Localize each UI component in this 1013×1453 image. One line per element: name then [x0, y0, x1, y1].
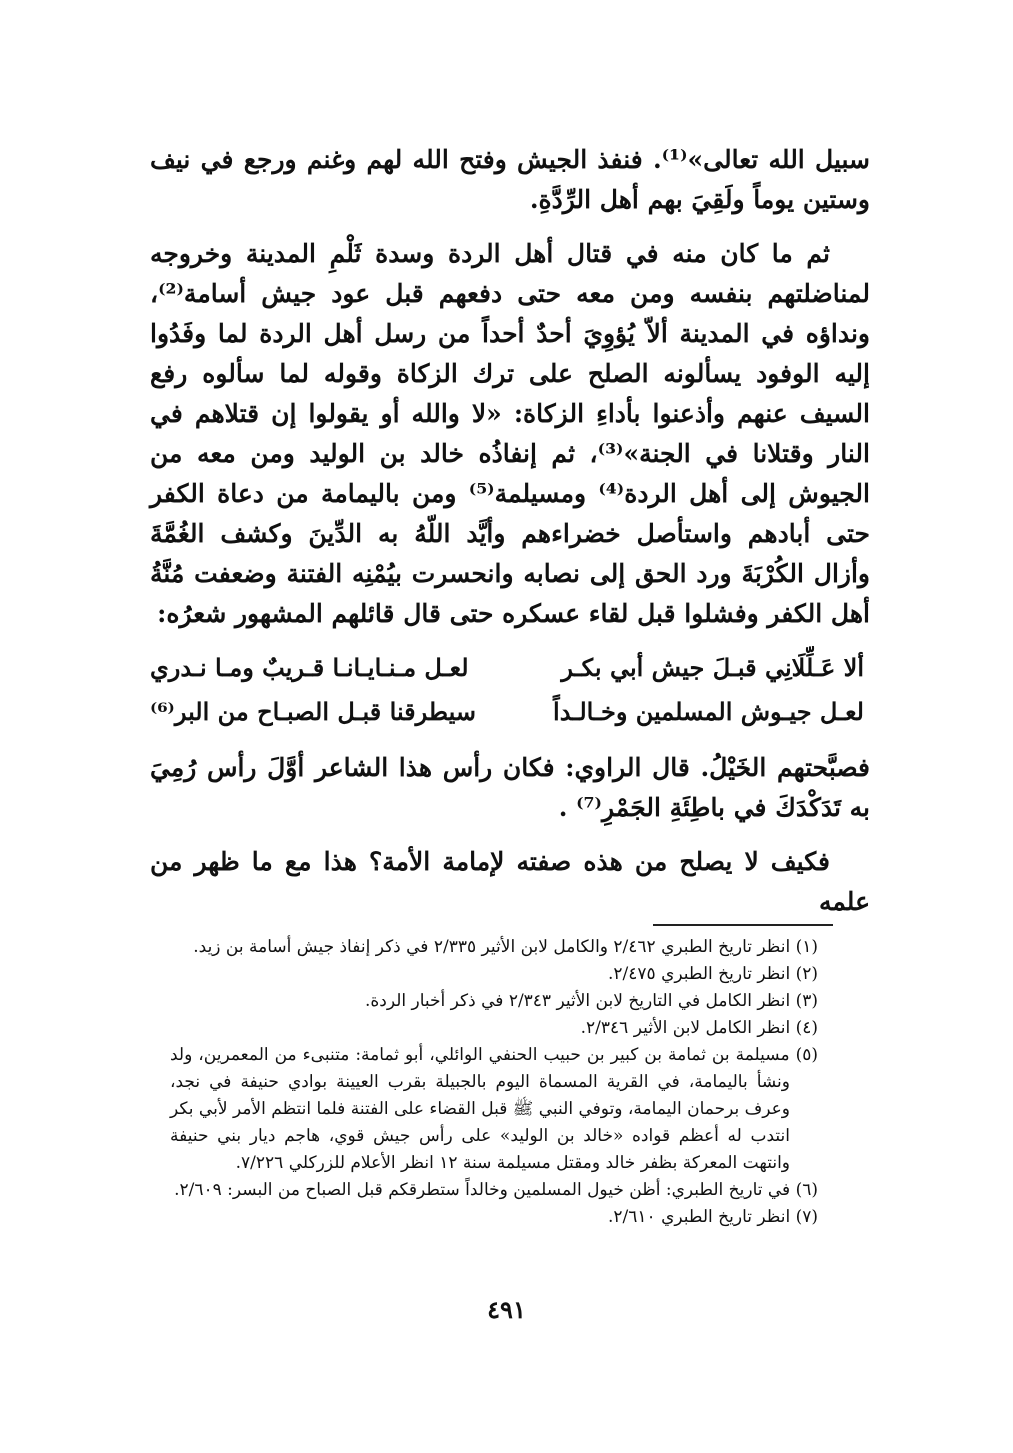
- paragraph-2: ثم ما كان منه في قتال أهل الردة وسدة ثَلْمِ المدينة وخروجه لمناضلتهم بنفسه ومن معه حتى دفعهم قبل عود جيش أسامة⁽²⁾، ونداؤه في المدينة ألاّ يُؤوِيَ أحدٌ أحداً من رسل أهل الردة لما وفَدُوا إليه الوفود يسألونه الصلح على ترك الزكاة وقوله لما سألوه رفع السيف عنهم وأذعنوا بأداءِ الزكاة: «لا والله أو يقولوا إن قتلاهم في النار وقتلانا في الجنة»⁽³⁾، ثم إنفاذُه خالد بن الوليد ومن معه من الجيوش إلى أهل الردة⁽⁴⁾ ومسيلمة⁽⁵⁾ ومن باليمامة من دعاة الكفر حتى أبادهم واستأصل خضراءهم وأيَّد اللّهُ به الدِّينَ وكشف الغُمَّةَ وأزال الكُرْبَةَ ورد الحق إلى نصابه وانحسرت بيُمْنِه الفتنة وضعفت مُنَّةُ أهل الكفر وفشلوا قبل لقاء عسكره حتى قال قائلهم المشهور شعرُه:: [150, 239, 870, 628]
- footnotes: [170, 934, 818, 1231]
- footnote-2: (٢) انظر تاريخ الطبري ٢/٤٧٥.: [608, 964, 818, 984]
- poem-line: [150, 690, 870, 734]
- footnote-6: (٦) في تاريخ الطبري: أظن خيول المسلمين وخالداً ستطرقكم قبل الصباح من البسر: ٢/٦٠٩.: [174, 1180, 818, 1200]
- footnote-7: (٧) انظر تاريخ الطبري ٢/٦١٠.: [608, 1207, 818, 1227]
- footnote-1: (١) انظر تاريخ الطبري ٢/٤٦٢ والكامل لابن الأثير ٢/٣٣٥ في ذكر إنفاذ جيش أسامة بن زيد.: [193, 937, 818, 957]
- paragraph-4: فكيف لا يصلح من هذه صفته لإمامة الأمة؟ هذا مع ما ظهر من علمه: [150, 847, 870, 916]
- footnote-4: (٤) انظر الكامل لابن الأثير ٢/٣٤٦.: [580, 1018, 818, 1038]
- poem-hemistich-first: لعـل جيـوش المسلمين وخـالـداً: [553, 697, 864, 726]
- poem-line: [150, 646, 870, 690]
- page-number: ٤٩١: [487, 1295, 526, 1324]
- footnote-5: (٥) مسيلمة بن ثمامة بن كبير بن حبيب الحنفي الوائلي، أبو ثمامة: متنبىء من المعمرين، ولد ونشأ باليمامة، في القرية المسماة اليوم بالجبيلة بقرب العيينة بوادي حنيفة في نجد، وعرف برحمان اليمامة، وتوفي النبي ﷺ قبل القضاء على الفتنة فلما انتظم الأمر لأبي بكر انتدب له أعظم قواده «خالد بن الوليد» على رأس جيش قوي، هاجم ديار بني حنيفة وانتهت المعركة بظفر خالد ومقتل مسيلمة سنة ١٢ انظر الأعلام للزركلي ٧/٢٢٦.: [170, 1045, 818, 1173]
- poem-hemistich-first: ألا عَـلِّلَانِي قبـلَ جيش أبي بكـر: [561, 653, 864, 682]
- paragraph-3: فصبَّحتهم الخَيْلُ. قال الراوي: فكان رأس هذا الشاعر أوَّلَ رأس رُمِيَ به تَدَكْدَكَ في باطِئَةِ الجَمْرِ⁽⁷⁾ .: [150, 753, 870, 822]
- poem: [150, 646, 870, 734]
- footnote-3: (٣) انظر الكامل في التاريخ لابن الأثير ٢/٣٤٣ في ذكر أخبار الردة.: [364, 991, 818, 1011]
- poem-hemistich-second: لعـل مـنـايـانـا قـريبٌ ومـا نـدري: [150, 653, 469, 682]
- paragraph-1: سبيل الله تعالى»⁽¹⁾. فنفذ الجيش وفتح الله لهم وغنم ورجع في نيف وستين يوماً ولَقِيَ بهم أهل الرِّدَّةِ.: [150, 145, 870, 214]
- poem-hemistich-second: سيطرقنا قبـل الصبـاح من البر⁽⁶⁾: [150, 697, 476, 726]
- main-text: [150, 140, 870, 922]
- footnote-divider: [653, 924, 833, 926]
